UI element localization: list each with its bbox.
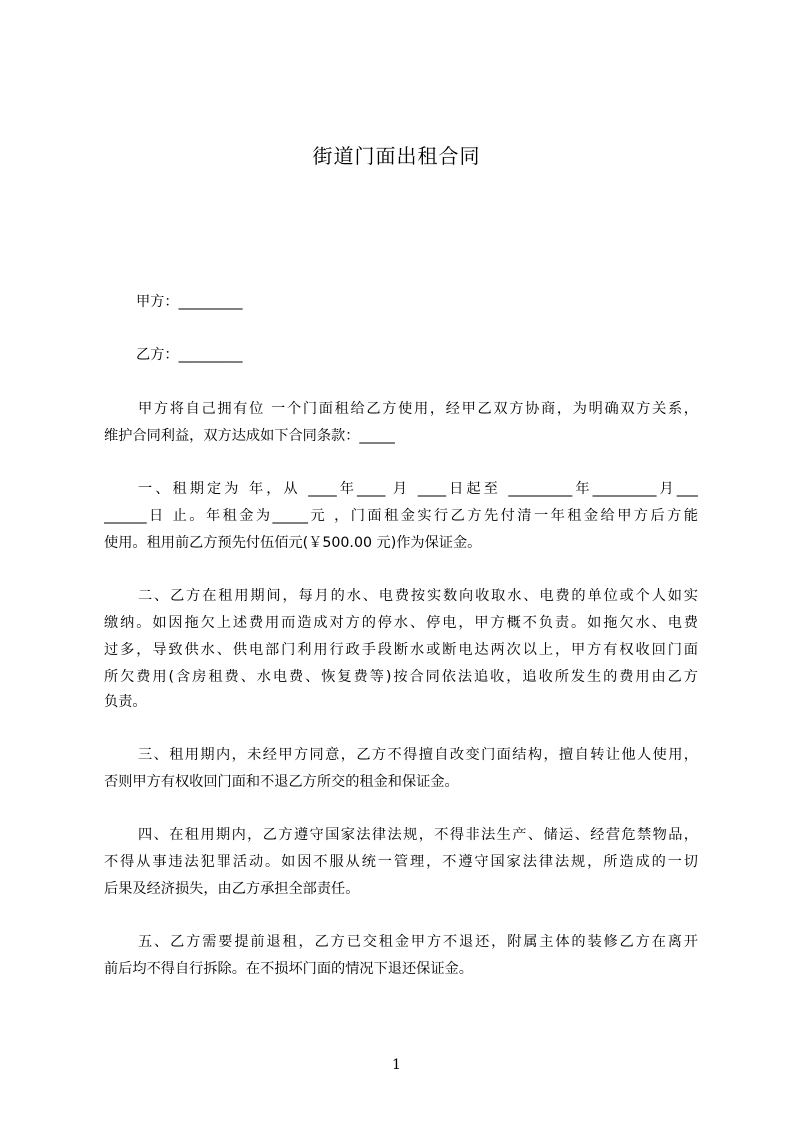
party-b-line: 乙方：_________ [136,347,243,363]
clause5-line-1: 五、乙方需要提前退租，乙方已交租金甲方不退还，附属主体的装修乙方在离开 [138,934,698,950]
clause3-line-2: 否则甲方有权收回门面和不退乙方所交的租金和保证金。 [104,774,459,790]
clause1-line-1: 一、租期定为 年，从 ____年____ 月 ____日起至 _________年_________月___ [138,481,698,497]
clause2-line-1: 二、乙方在租用期间，每月的水、电费按实数向收取水、电费的单位或个人如实 [138,588,698,604]
clause3-line-1: 三、租用期内，未经甲方同意，乙方不得擅自改变门面结构，擅自转让他人使用， [138,747,698,763]
clause5-line-2: 前后均不得自行拆除。在不损坏门面的情况下退还保证金。 [104,961,473,977]
intro-line-1: 甲方将自己拥有位 一个门面租给乙方使用，经甲乙双方协商，为明确双方关系， [138,401,698,417]
document-title: 街道门面出租合同 [312,144,481,168]
clause2-line-5: 负责。 [104,694,147,710]
clause4-line-3: 后果及经济损失，由乙方承担全部责任。 [104,881,360,897]
intro-line-2: 维护合同利益，双方达成如下合同条款：_____ [104,428,395,444]
clause1-line-2: ______日 止。年租金为_____元 ，门面租金实行乙方先付清一年租金给甲方后方能 [104,508,698,524]
clause4-line-2: 不得从事违法犯罪活动。如因不服从统一管理，不遵守国家法律法规，所造成的一切 [104,854,698,870]
clause2-line-2: 缴纳。如因拖欠上述费用而造成对方的停水、停电，甲方概不负责。如拖欠水、电费 [104,615,698,631]
clause2-line-3: 过多，导致供水、供电部门利用行政手段断水或断电达两次以上，甲方有权收回门面 [104,642,698,658]
page-number: 1 [392,1057,401,1073]
clause1-line-3: 使用。租用前乙方预先付伍佰元(￥500.00 元)作为保证金。 [104,535,482,551]
clause4-line-1: 四、在租用期内，乙方遵守国家法律法规，不得非法生产、储运、经营危禁物品， [138,827,698,843]
clause2-line-4: 所欠费用(含房租费、水电费、恢复费等)按合同依法追收，追收所发生的费用由乙方 [104,669,698,685]
party-a-line: 甲方：_________ [136,294,243,310]
